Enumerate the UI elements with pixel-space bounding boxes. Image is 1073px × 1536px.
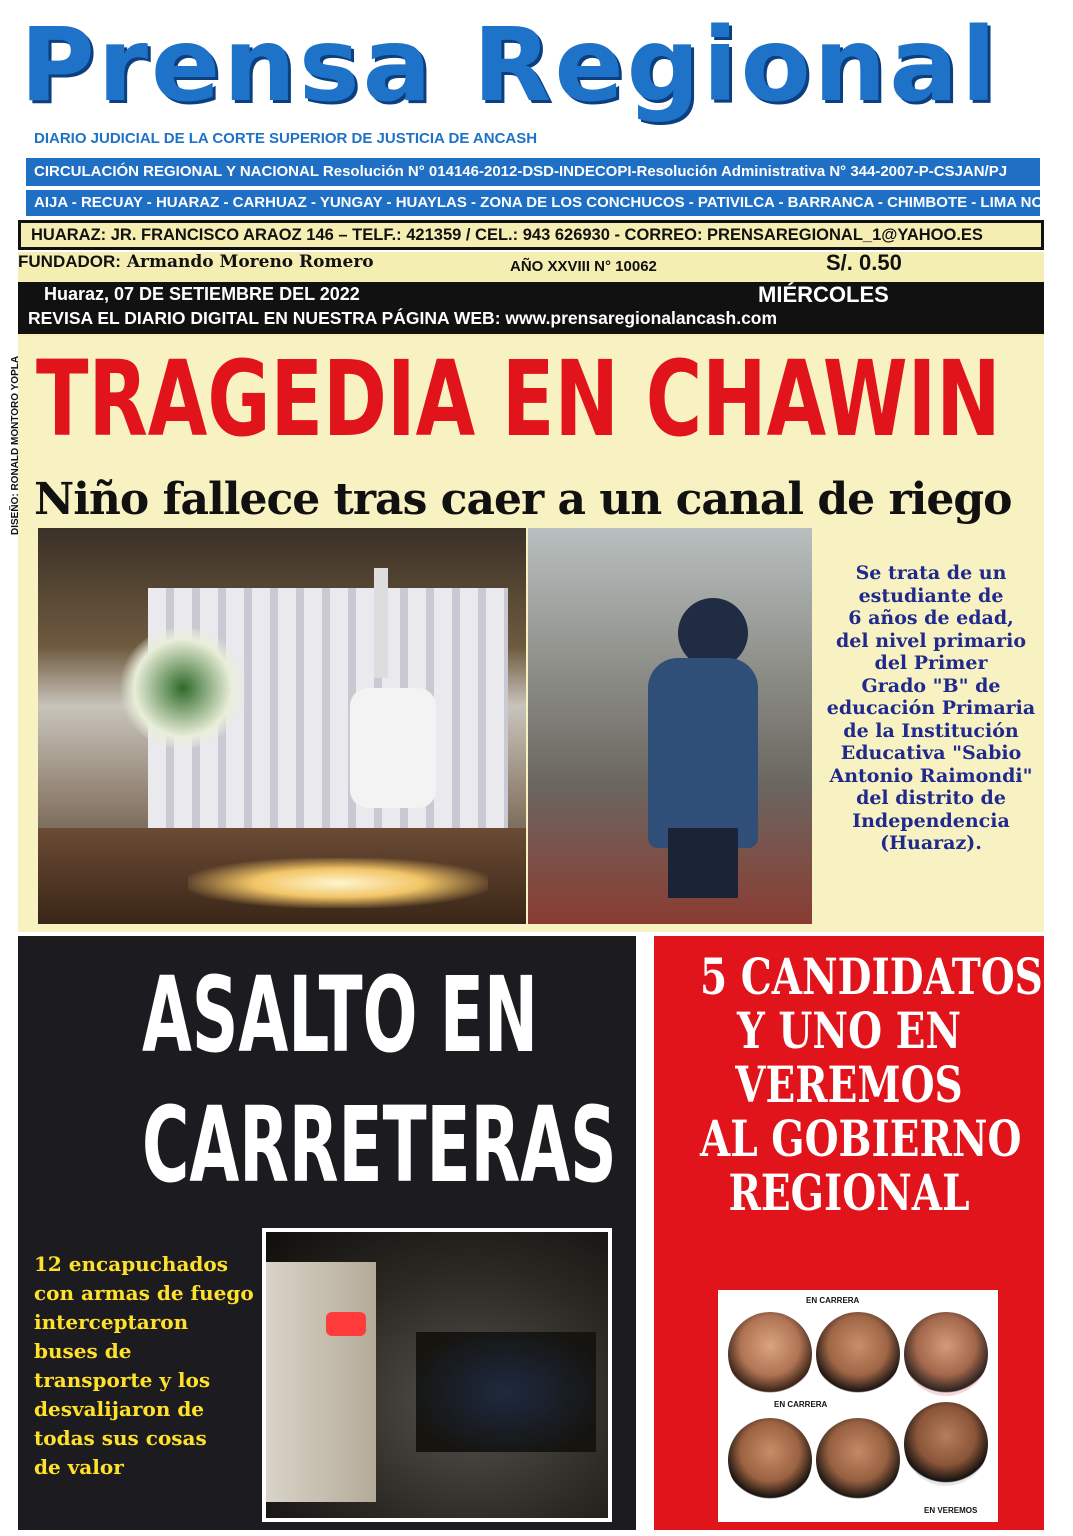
child-photo (528, 528, 812, 924)
address-text: HUARAZ: JR. FRANCISCO ARAOZ 146 – TELF.: 421359 / CEL.: 943 626930 - CORREO: PRENSAREGIONAL_1@YAHOO.ES (31, 226, 983, 244)
asalto-headline (142, 950, 617, 1210)
circulation-text: CIRCULACIÓN REGIONAL Y NACIONAL Resolución N° 014146-2012-DSD-INDECOPI-Resolución Administrativa N° 344-2007-P-CSJAN/PJ (34, 163, 1008, 180)
taillight-shape (326, 1312, 366, 1336)
weekday: MIÉRCOLES (758, 282, 889, 307)
candidate-photo-3 (904, 1312, 988, 1396)
candidatos-headline-line: Y UNO EN (736, 1001, 962, 1060)
lead-headline-wrap (36, 340, 1044, 470)
asalto-body-line: desvalijaron de (34, 1397, 205, 1421)
bus-shape (266, 1262, 376, 1502)
label-en-carrera-middle: EN CARRERA (774, 1400, 828, 1409)
lead-deck: Niño fallece tras caer a un canal de riego (34, 474, 1012, 525)
sidebar-line: del Primer (874, 652, 988, 674)
design-credit-text: DISEÑO: RONALD MONTORO YOPLA (10, 355, 21, 535)
asalto-body (34, 1250, 264, 1482)
candidatos-headline-line: VEREMOS (735, 1055, 963, 1114)
crucifix-shape (374, 568, 388, 678)
candidate-photo-1 (728, 1312, 812, 1396)
sidebar-line: Antonio Raimondi" (829, 764, 1033, 787)
asalto-headline-line2: CARRETERAS (142, 1084, 617, 1206)
design-credit (10, 345, 36, 535)
label-en-carrera-top: EN CARRERA (806, 1296, 860, 1305)
sidebar-line: educación Primaria (826, 697, 1036, 719)
label-en-veremos: EN VEREMOS (924, 1506, 978, 1515)
candle-flare-shape (188, 858, 488, 908)
address-bar (18, 220, 1044, 250)
crowd-shape (416, 1332, 596, 1452)
highway-photo (262, 1228, 612, 1522)
circulation-bar (26, 158, 1040, 186)
lead-headline: TRAGEDIA EN CHAWIN (36, 338, 1001, 460)
edition-number: AÑO XXVIII N° 10062 (510, 258, 657, 275)
asalto-body-line: buses de (34, 1339, 132, 1363)
price: S/. 0.50 (826, 250, 902, 275)
asalto-body-line: 12 encapuchados (34, 1252, 228, 1276)
wake-photo (38, 528, 526, 924)
candidatos-headline-line: 5 CANDIDATOS (700, 947, 1043, 1006)
asalto-body-line: de valor (34, 1455, 124, 1479)
founder-label: FUNDADOR: (18, 252, 121, 271)
asalto-body-line: con armas de fuego (34, 1281, 254, 1305)
candidatos-headline-line: AL GOBIERNO (700, 1109, 1022, 1168)
founder-name: Armando Moreno Romero (126, 252, 374, 272)
candidatos-headline (700, 947, 1043, 1222)
candidatos-headline-line: REGIONAL (728, 1163, 970, 1222)
sidebar-line: 6 años de edad, (848, 607, 1014, 629)
lead-sidebar-text (818, 562, 1044, 855)
sidebar-line: Educativa "Sabio (840, 742, 1022, 764)
sidebar-line: Se trata de un (855, 562, 1007, 584)
candidate-photo-5 (816, 1418, 900, 1502)
sidebar-line: Grado "B" de (861, 674, 1001, 697)
child-body-shape (648, 658, 758, 848)
coffin-shape (350, 688, 436, 808)
masthead-subtitle: DIARIO JUDICIAL DE LA CORTE SUPERIOR DE JUSTICIA DE ANCASH (34, 130, 538, 147)
sidebar-line: del distrito de (856, 787, 1006, 809)
flower-wreath-shape (118, 628, 248, 748)
candidate-photo-2 (816, 1312, 900, 1396)
sidebar-line: (Huaraz). (880, 832, 982, 854)
sidebar-line: del nivel primario (835, 629, 1027, 652)
coverage-text: AIJA - RECUAY - HUARAZ - CARHUAZ - YUNGAY - HUAYLAS - ZONA DE LOS CONCHUCOS - PATIVILCA - BARRANCA - CHIMBOTE - LIMA NORTE (34, 194, 1073, 211)
child-legs-shape (668, 828, 738, 898)
candidate-photo-6 (904, 1402, 988, 1486)
candidate-photo-4 (728, 1418, 812, 1502)
masthead-logo: Prensa Regional (20, 6, 1000, 125)
founder (18, 252, 374, 272)
asalto-body-line: todas sus cosas (34, 1426, 207, 1450)
asalto-body-line: transporte y los (34, 1368, 211, 1392)
candidates-photo-grid (718, 1290, 998, 1522)
asalto-headline-line1: ASALTO EN (142, 954, 538, 1076)
coverage-bar (26, 190, 1073, 216)
website-line[interactable]: REVISA EL DIARIO DIGITAL EN NUESTRA PÁGINA WEB: www.prensaregionalancash.com (28, 308, 778, 328)
asalto-body-line: interceptaron (34, 1310, 189, 1334)
issue-date: Huaraz, 07 DE SETIEMBRE DEL 2022 (44, 284, 360, 304)
sidebar-line: de la Institución (843, 719, 1019, 742)
sidebar-line: estudiante de (858, 584, 1004, 607)
sidebar-line: Independencia (852, 809, 1010, 832)
